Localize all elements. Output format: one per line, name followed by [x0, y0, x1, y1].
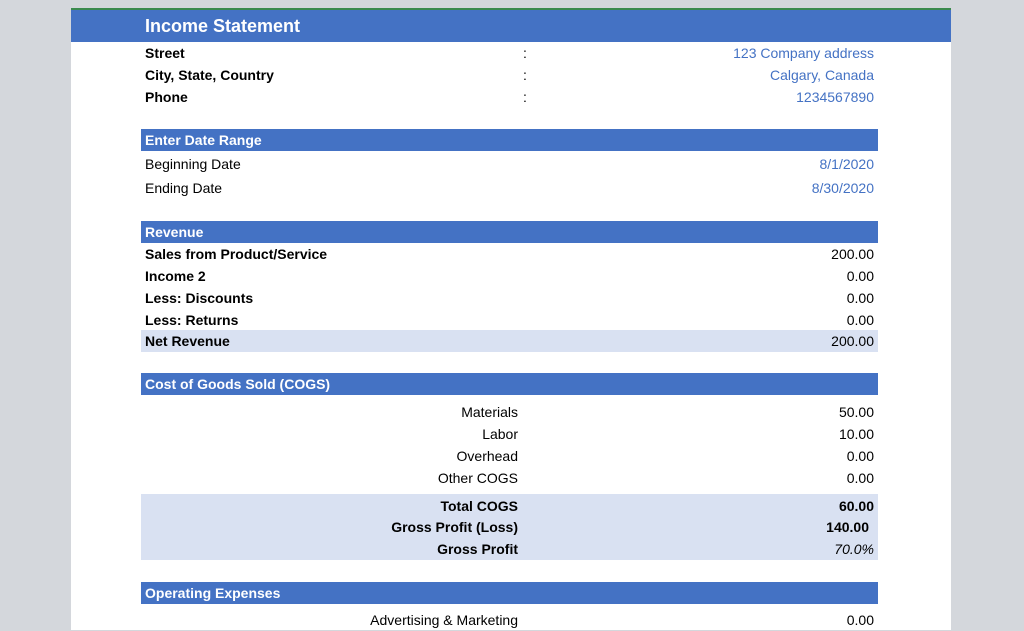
total-cogs-value: 60.00 — [838, 498, 874, 514]
date-range-header: Enter Date Range — [141, 129, 878, 151]
colon: : — [523, 67, 527, 83]
net-revenue-value: 200.00 — [831, 333, 874, 349]
cogs-row-value[interactable]: 0.00 — [846, 470, 874, 486]
cogs-row — [141, 401, 878, 423]
ending-date-value[interactable]: 8/30/2020 — [811, 180, 874, 196]
cogs-row-value[interactable]: 0.00 — [846, 448, 874, 464]
phone-label: Phone — [145, 89, 188, 105]
street-label: Street — [145, 45, 185, 61]
colon: : — [523, 89, 527, 105]
total-cogs-row — [141, 495, 878, 517]
colon: : — [523, 45, 527, 61]
phone-row — [141, 86, 878, 108]
cogs-row-label: Other COGS — [437, 470, 518, 486]
cogs-header: Cost of Goods Sold (COGS) — [141, 373, 878, 395]
opex-row-label: Advertising & Marketing — [370, 612, 518, 628]
revenue-row-label: Income 2 — [145, 268, 206, 284]
gross-margin-value: 70.0% — [834, 541, 874, 557]
cogs-row-value[interactable]: 10.00 — [838, 426, 874, 442]
gross-profit-value: 140.00 — [826, 519, 869, 535]
gross-margin-row — [141, 538, 878, 560]
ending-date-label: Ending Date — [145, 180, 223, 196]
city-label: City, State, Country — [145, 67, 274, 83]
phone-value[interactable]: 1234567890 — [796, 89, 874, 105]
gross-profit-label: Gross Profit (Loss) — [391, 519, 518, 535]
gross-margin-label: Gross Profit — [437, 541, 518, 557]
revenue-row-value[interactable]: 0.00 — [846, 268, 874, 284]
revenue-row-label: Less: Discounts — [145, 290, 254, 306]
cogs-row-label: Labor — [482, 426, 518, 442]
opex-row — [141, 609, 878, 631]
net-revenue-row — [141, 330, 878, 352]
revenue-row-value[interactable]: 0.00 — [846, 290, 874, 306]
city-row — [141, 64, 878, 86]
revenue-row-value[interactable]: 0.00 — [846, 312, 874, 328]
revenue-row-value[interactable]: 200.00 — [831, 246, 874, 262]
opex-header: Operating Expenses — [141, 582, 878, 604]
total-cogs-label: Total COGS — [440, 498, 518, 514]
cogs-row-value[interactable]: 50.00 — [838, 404, 874, 420]
beginning-date-label: Beginning Date — [145, 156, 241, 172]
net-revenue-label: Net Revenue — [145, 333, 230, 349]
revenue-row-label: Sales from Product/Service — [145, 246, 328, 262]
revenue-row-label: Less: Returns — [145, 312, 239, 328]
street-value[interactable]: 123 Company address — [733, 45, 874, 61]
cogs-row-label: Materials — [461, 404, 518, 420]
revenue-row — [141, 287, 878, 309]
page-title: Income Statement — [71, 10, 951, 42]
cogs-row — [141, 423, 878, 445]
city-value[interactable]: Calgary, Canada — [769, 67, 874, 83]
beginning-date-row — [141, 153, 878, 175]
cogs-row — [141, 467, 878, 489]
beginning-date-value[interactable]: 8/1/2020 — [819, 156, 874, 172]
cogs-row — [141, 445, 878, 467]
street-row — [141, 42, 878, 64]
opex-row-value[interactable]: 0.00 — [846, 612, 874, 628]
revenue-header: Revenue — [141, 221, 878, 243]
cogs-row-label: Overhead — [456, 448, 518, 464]
gross-profit-row — [141, 516, 878, 538]
revenue-row — [141, 243, 878, 265]
revenue-row — [141, 309, 878, 331]
ending-date-row — [141, 177, 878, 199]
revenue-row — [141, 265, 878, 287]
